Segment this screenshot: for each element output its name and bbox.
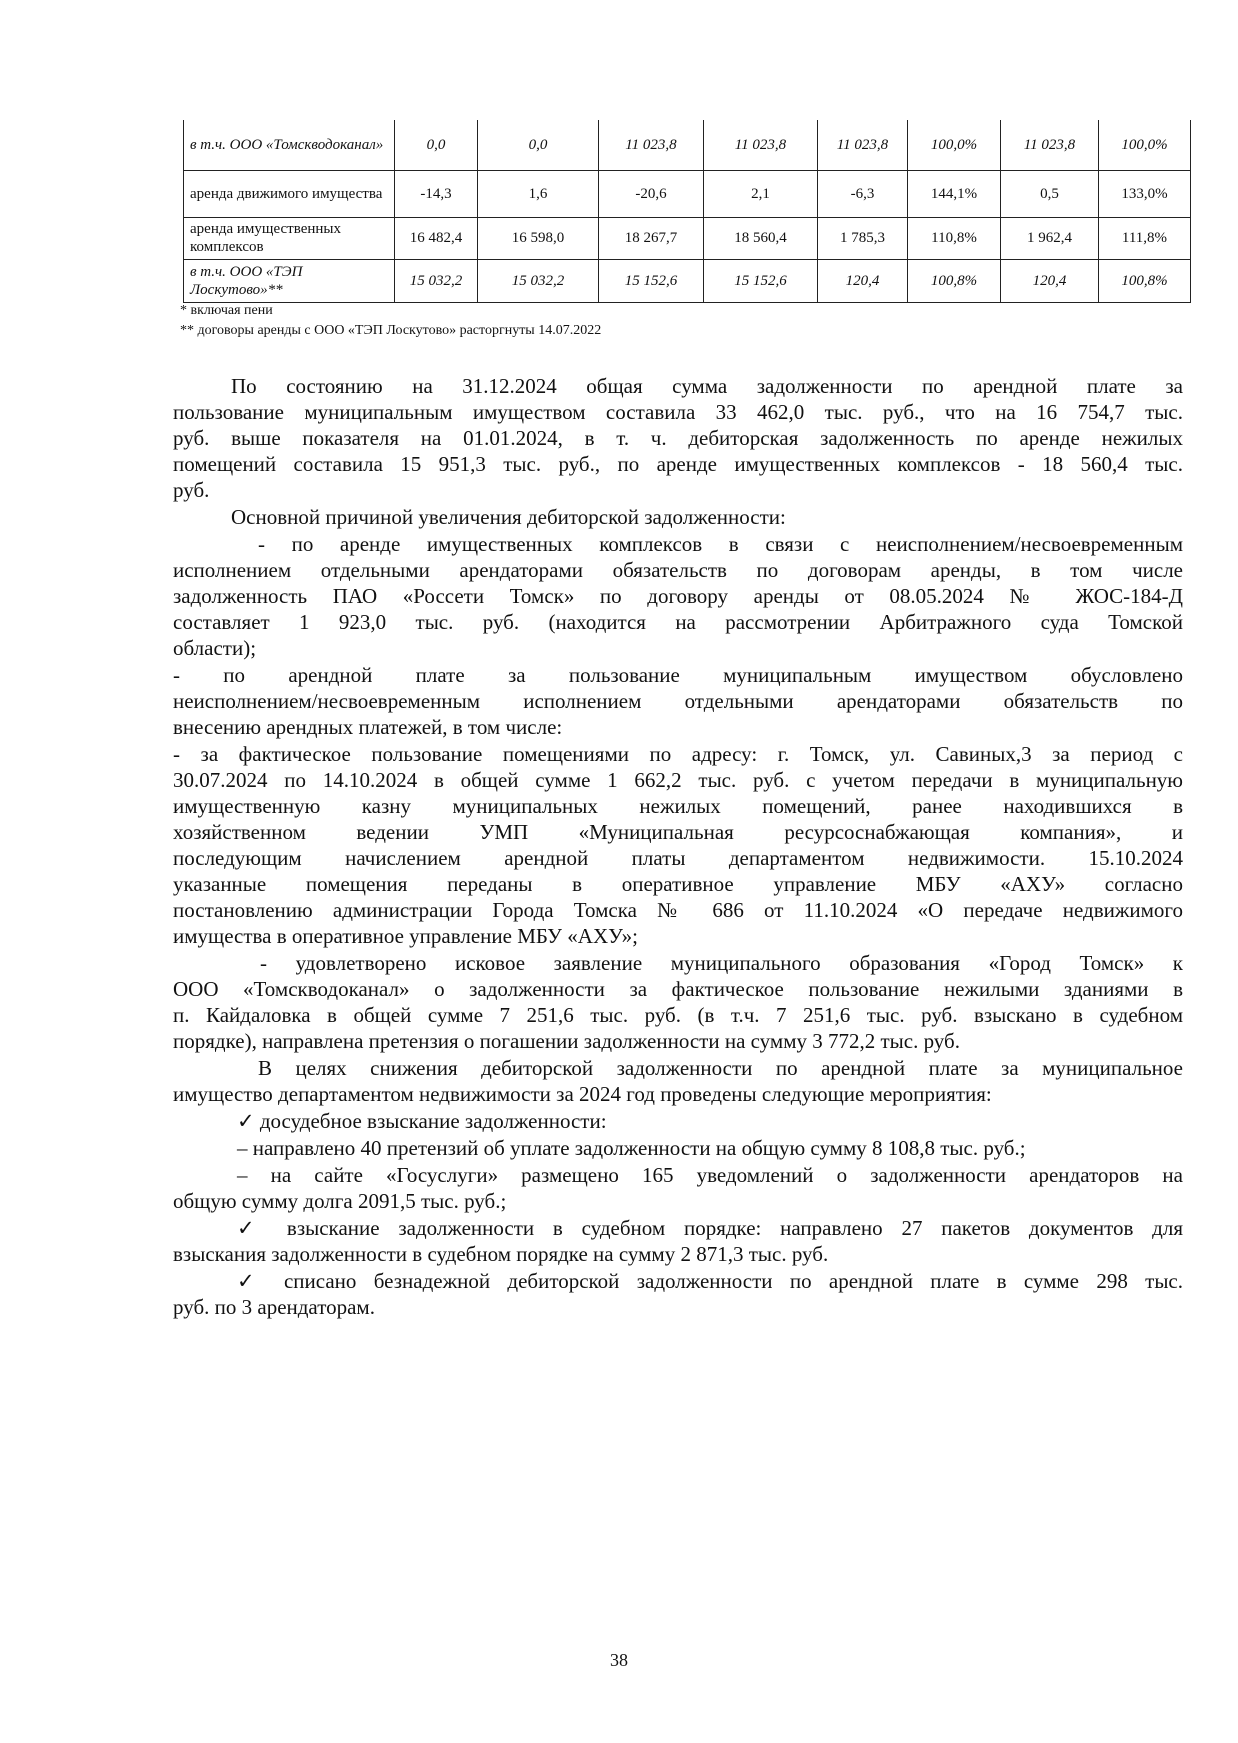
text-line: По состоянию на 31.12.2024 общая сумма задолженности по арендной плате за: [231, 374, 1183, 398]
table-cell: 100,0%: [908, 120, 1001, 170]
text-line: взыскания задолженности в судебном порядке на сумму 2 871,3 тыс. руб.: [173, 1242, 829, 1266]
table-row: [184, 217, 1191, 259]
row-label: в т.ч. ООО «ТЭП Лоскутово»**: [184, 259, 395, 302]
row-label: аренда имущественных комплексов: [184, 217, 395, 259]
footnote-1: * включая пени: [180, 303, 273, 318]
paragraph: [173, 950, 1183, 1054]
table-cell: 1 785,3: [818, 217, 908, 259]
text-line: - по аренде имущественных комплексов в связи с неисполнением/несвоевременным: [258, 532, 1183, 556]
table-cell: 144,1%: [908, 170, 1001, 217]
text-line: задолженность ПАО «Россети Томск» по договору аренды от 08.05.2024 № ЖОС-184-Д: [173, 584, 1183, 608]
text-line: ✓ списано безнадежной дебиторской задолженности по арендной плате в сумме 298 тыс.: [237, 1269, 1183, 1293]
text-line: общую сумму долга 2091,5 тыс. руб.;: [173, 1189, 507, 1213]
text-line: последующим начислением арендной платы департаментом недвижимости. 15.10.2024: [173, 846, 1183, 870]
text-line: исполнением отдельными арендаторами обязательств по договорам аренды, в том числе: [173, 558, 1183, 582]
table-cell: 100,0%: [1099, 120, 1191, 170]
table-cell: 133,0%: [1099, 170, 1191, 217]
table-cell: 11 023,8: [599, 120, 704, 170]
text-line: указанные помещения переданы в оперативное управление МБУ «АХУ» согласно: [173, 872, 1183, 896]
table-cell: 120,4: [818, 259, 908, 302]
table-cell: 100,8%: [908, 259, 1001, 302]
text-line: области);: [173, 636, 257, 660]
table-cell: 111,8%: [1099, 217, 1191, 259]
footnote-2: ** договоры аренды с ООО «ТЭП Лоскутово» расторгнуты 14.07.2022: [180, 323, 602, 338]
text-line: внесению арендных платежей, в том числе:: [173, 715, 563, 739]
debt-table: [183, 120, 1191, 303]
text-line: руб. по 3 арендаторам.: [173, 1295, 375, 1319]
table-cell: 11 023,8: [1001, 120, 1099, 170]
table-row: [184, 120, 1191, 170]
table-cell: 11 023,8: [818, 120, 908, 170]
text-line: – на сайте «Госуслуги» размещено 165 уведомлений о задолженности арендаторов на: [237, 1163, 1183, 1187]
paragraph: [173, 531, 1183, 661]
table-cell: 11 023,8: [704, 120, 818, 170]
text-line: ✓ досудебное взыскание задолженности:: [237, 1109, 607, 1133]
text-line: составляет 1 923,0 тыс. руб. (находится на рассмотрении Арбитражного суда Томской: [173, 610, 1183, 634]
text-line: порядке), направлена претензия о погашении задолженности на сумму 3 772,2 тыс. руб.: [173, 1029, 960, 1053]
text-line: - удовлетворено исковое заявление муниципального образования «Город Томск» к: [260, 951, 1183, 975]
text-line: п. Кайдаловка в общей сумме 7 251,6 тыс. руб. (в т.ч. 7 251,6 тыс. руб. взыскано в судебном: [173, 1003, 1183, 1027]
table-cell: 15 032,2: [395, 259, 478, 302]
text-line: руб.: [173, 478, 210, 502]
table-cell: 16 598,0: [478, 217, 599, 259]
table-cell: 15 152,6: [599, 259, 704, 302]
page-number: 38: [610, 1650, 628, 1670]
text-line: руб. выше показателя на 01.01.2024, в т. ч. дебиторская задолженность по аренде нежилых: [173, 426, 1183, 450]
text-line: - по арендной плате за пользование муниципальным имуществом обусловлено: [173, 663, 1183, 687]
paragraph: [173, 662, 1183, 740]
table-cell: 0,0: [478, 120, 599, 170]
paragraph: [173, 1055, 1183, 1107]
table-cell: 100,8%: [1099, 259, 1191, 302]
table-cell: 120,4: [1001, 259, 1099, 302]
table-cell: -6,3: [818, 170, 908, 217]
text-line: неисполнением/несвоевременным исполнением отдельными арендаторами обязательств по: [173, 689, 1183, 713]
text-line: имущество департаментом недвижимости за 2024 год проведены следующие мероприятия:: [173, 1082, 992, 1106]
text-line: имущественную казну муниципальных нежилых помещений, ранее находившихся в: [173, 794, 1183, 818]
table-cell: 15 152,6: [704, 259, 818, 302]
table-cell: 0,0: [395, 120, 478, 170]
paragraph: [173, 1108, 1183, 1134]
table-cell: -14,3: [395, 170, 478, 217]
paragraph: [173, 1215, 1183, 1267]
text-line: – направлено 40 претензий об уплате задолженности на общую сумму 8 108,8 тыс. руб.;: [237, 1136, 1026, 1160]
table-cell: 1,6: [478, 170, 599, 217]
table-cell: 18 560,4: [704, 217, 818, 259]
text-line: пользование муниципальным имуществом составила 33 462,0 тыс. руб., что на 16 754,7 тыс.: [173, 400, 1183, 424]
table-cell: 18 267,7: [599, 217, 704, 259]
table-cell: 0,5: [1001, 170, 1099, 217]
text-line: помещений составила 15 951,3 тыс. руб., по аренде имущественных комплексов - 18 560,4 тыс.: [173, 452, 1183, 476]
row-label: аренда движимого имущества: [184, 170, 395, 217]
row-label: в т.ч. ООО «Томскводоканал»: [184, 120, 395, 170]
table-cell: 1 962,4: [1001, 217, 1099, 259]
text-line: Основной причиной увеличения дебиторской задолженности:: [231, 505, 786, 529]
text-line: имущества в оперативное управление МБУ «АХУ»;: [173, 924, 639, 948]
text-line: хозяйственном ведении УМП «Муниципальная ресурсоснабжающая компания», и: [173, 820, 1183, 844]
table-row: [184, 259, 1191, 302]
text-line: 30.07.2024 по 14.10.2024 в общей сумме 1 662,2 тыс. руб. с учетом передачи в муниципальную: [173, 768, 1183, 792]
paragraph: [173, 1162, 1183, 1214]
text-line: постановлению администрации Города Томска № 686 от 11.10.2024 «О передаче недвижимого: [173, 898, 1183, 922]
table-cell: 110,8%: [908, 217, 1001, 259]
document-body: [173, 373, 1183, 1321]
paragraph: [173, 504, 1183, 530]
table-cell: 15 032,2: [478, 259, 599, 302]
table-cell: -20,6: [599, 170, 704, 217]
paragraph: [173, 1135, 1183, 1161]
text-line: - за фактическое пользование помещениями по адресу: г. Томск, ул. Савиных,3 за период с: [173, 742, 1183, 766]
paragraph: [173, 741, 1183, 949]
table-row: [184, 170, 1191, 217]
table-cell: 16 482,4: [395, 217, 478, 259]
paragraph: [173, 1268, 1183, 1320]
text-line: В целях снижения дебиторской задолженности по арендной плате за муниципальное: [258, 1056, 1183, 1080]
paragraph: [173, 373, 1183, 503]
text-line: ООО «Томскводоканал» о задолженности за фактическое пользование нежилыми зданиями в: [173, 977, 1183, 1001]
table-cell: 2,1: [704, 170, 818, 217]
text-line: ✓ взыскание задолженности в судебном порядке: направлено 27 пакетов документов для: [237, 1216, 1183, 1240]
